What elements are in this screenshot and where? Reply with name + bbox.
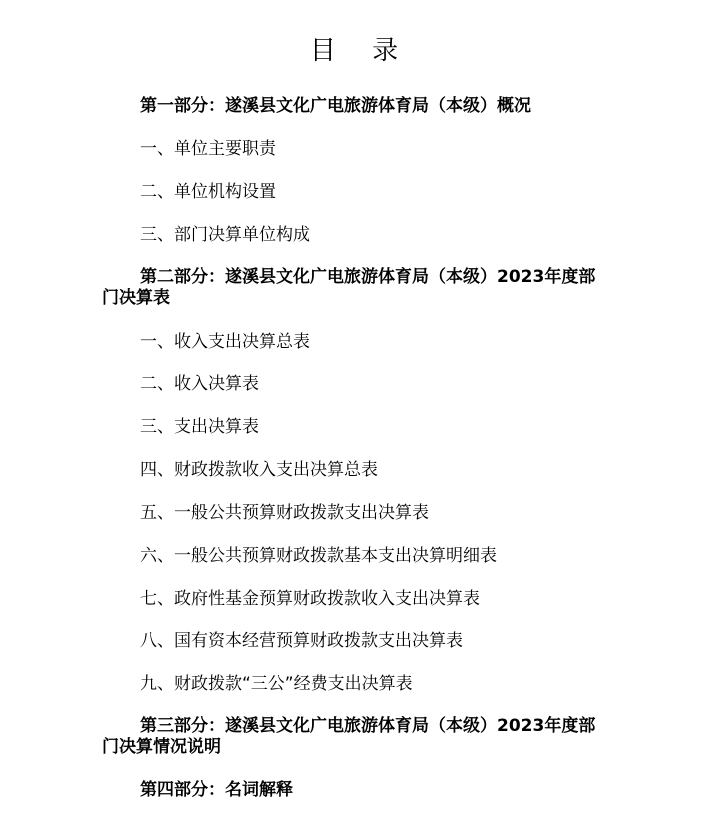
part-1-heading[interactable]: 第一部分：遂溪县文化广电旅游体育局（本级）概况 bbox=[140, 96, 531, 116]
part-2-item-9[interactable]: 九、财政拨款“三公”经费支出决算表 bbox=[140, 674, 413, 694]
toc-title: 目 录 bbox=[309, 36, 413, 66]
part-2-item-5[interactable]: 五、一般公共预算财政拨款支出决算表 bbox=[140, 503, 429, 523]
part-1-item-3[interactable]: 三、部门决算单位构成 bbox=[140, 225, 310, 245]
part-2-heading[interactable]: 第二部分：遂溪县文化广电旅游体育局（本级）2023年度部门决算表 bbox=[102, 267, 596, 308]
part-2-item-6[interactable]: 六、一般公共预算财政拨款基本支出决算明细表 bbox=[140, 546, 497, 566]
part-3-heading[interactable]: 第三部分：遂溪县文化广电旅游体育局（本级）2023年度部门决算情况说明 bbox=[102, 716, 596, 757]
part-2-item-7[interactable]: 七、政府性基金预算财政拨款收入支出决算表 bbox=[140, 589, 480, 609]
part-1-item-2[interactable]: 二、单位机构设置 bbox=[140, 182, 276, 202]
part-2-item-1[interactable]: 一、收入支出决算总表 bbox=[140, 332, 310, 352]
part-4-heading[interactable]: 第四部分：名词解释 bbox=[140, 780, 293, 800]
part-1-item-1[interactable]: 一、单位主要职责 bbox=[140, 139, 276, 159]
part-2-item-2[interactable]: 二、收入决算表 bbox=[140, 374, 259, 394]
part-2-item-8[interactable]: 八、国有资本经营预算财政拨款支出决算表 bbox=[140, 631, 463, 651]
part-2-item-4[interactable]: 四、财政拨款收入支出决算总表 bbox=[140, 460, 378, 480]
part-2-item-3[interactable]: 三、支出决算表 bbox=[140, 417, 259, 437]
